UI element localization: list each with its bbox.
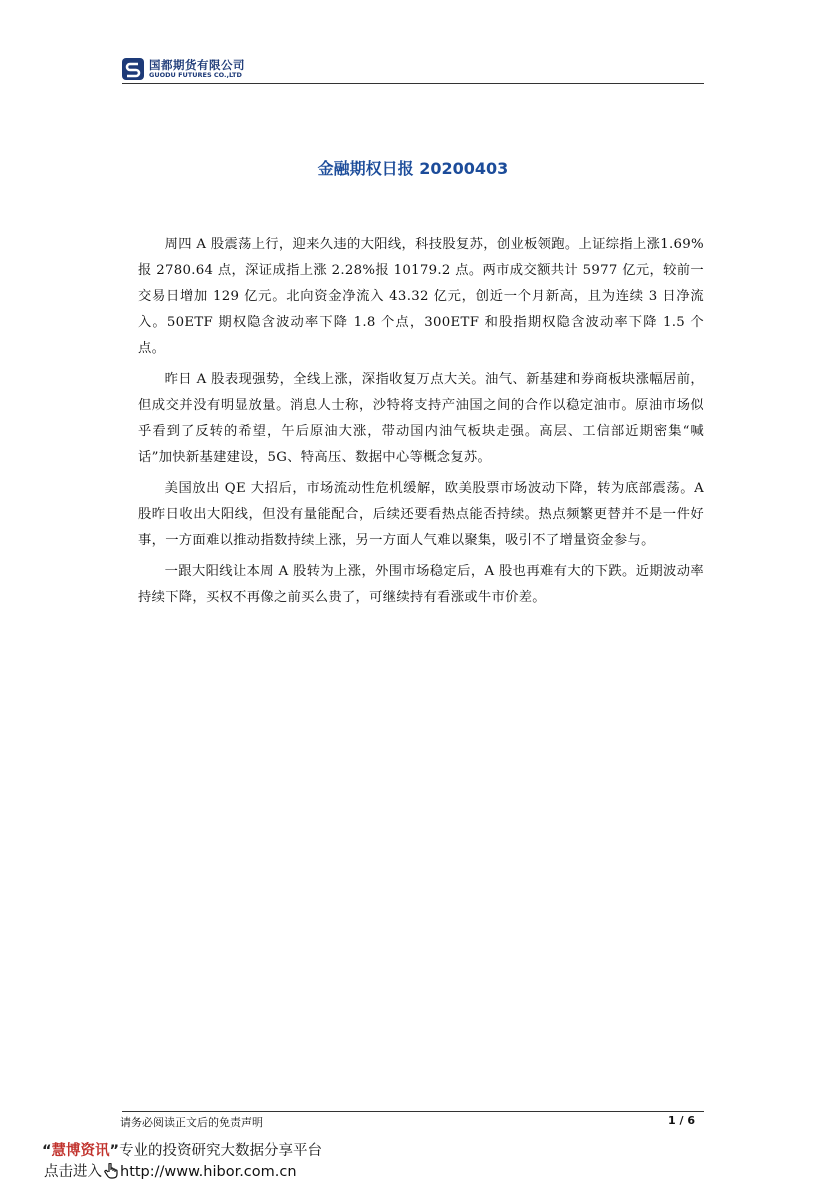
guodu-logo-icon bbox=[122, 58, 144, 80]
promo-link-row bbox=[44, 1160, 297, 1181]
promo-banner bbox=[42, 1139, 322, 1160]
promo-url-link[interactable]: http://www.hibor.com.cn bbox=[120, 1164, 297, 1180]
disclaimer-note: 请务必阅读正文后的免责声明 bbox=[120, 1116, 263, 1129]
pointing-hand-icon bbox=[104, 1163, 118, 1179]
page-header bbox=[122, 56, 704, 84]
company-name-en: GUODU FUTURES CO.,LTD bbox=[149, 71, 242, 79]
report-body bbox=[138, 232, 704, 616]
quote-open: “ bbox=[42, 1143, 52, 1159]
report-title: 金融期权日报 20200403 bbox=[317, 159, 509, 178]
promo-tagline: 专业的投资研究大数据分享平台 bbox=[119, 1143, 323, 1159]
paragraph-3: 美国放出 QE 大招后，市场流动性危机缓解，欧美股票市场波动下降，转为底部震荡。A 股昨日收出大阳线，但没有量能配合，后续还要看热点能否持续。热点频繁更替并不是一件好事，一方面难以推动指数持续上涨，另一方面人气难以聚集，吸引不了增量资金参与。 bbox=[138, 481, 704, 548]
promo-brand[interactable]: 慧博资讯 bbox=[51, 1143, 110, 1159]
company-name-cn: 国都期货有限公司 bbox=[149, 58, 245, 72]
quote-close: ” bbox=[109, 1143, 120, 1159]
page-number: 1 / 6 bbox=[668, 1114, 695, 1127]
header-divider bbox=[122, 83, 704, 84]
paragraph-4: 一跟大阳线让本周 A 股转为上涨，外围市场稳定后，A 股也再难有大的下跌。近期波动率持续下降，买权不再像之前买么贵了，可继续持有看涨或牛市价差。 bbox=[138, 564, 704, 605]
footer-divider bbox=[122, 1111, 704, 1112]
paragraph-2: 昨日 A 股表现强势，全线上涨，深指收复万点大关。油气、新基建和券商板块涨幅居前，但成交并没有明显放量。消息人士称，沙特将支持产油国之间的合作以稳定油市。原油市场似乎看到了反转的希望，午后原油大涨，带动国内油气板块走强。高层、工信部近期密集“喊话”加快新基建建设，5G、特高压、数据中心等概念复苏。 bbox=[138, 372, 704, 465]
click-enter-label: 点击进入 bbox=[44, 1164, 102, 1180]
paragraph-1: 周四 A 股震荡上行，迎来久违的大阳线，科技股复苏，创业板领跑。上证综指上涨1.69%报 2780.64 点，深证成指上涨 2.28%报 10179.2 点。两市成交额共计 5977 亿元，较前一交易日增加 129 亿元。北向资金净流入 43.32 亿元，创近一个月新高，且为连续 3 日净流入。50ETF 期权隐含波动率下降 1.8 个点，300ETF 和股指期权隐含波动率下降 1.5 个点。 bbox=[138, 237, 704, 356]
